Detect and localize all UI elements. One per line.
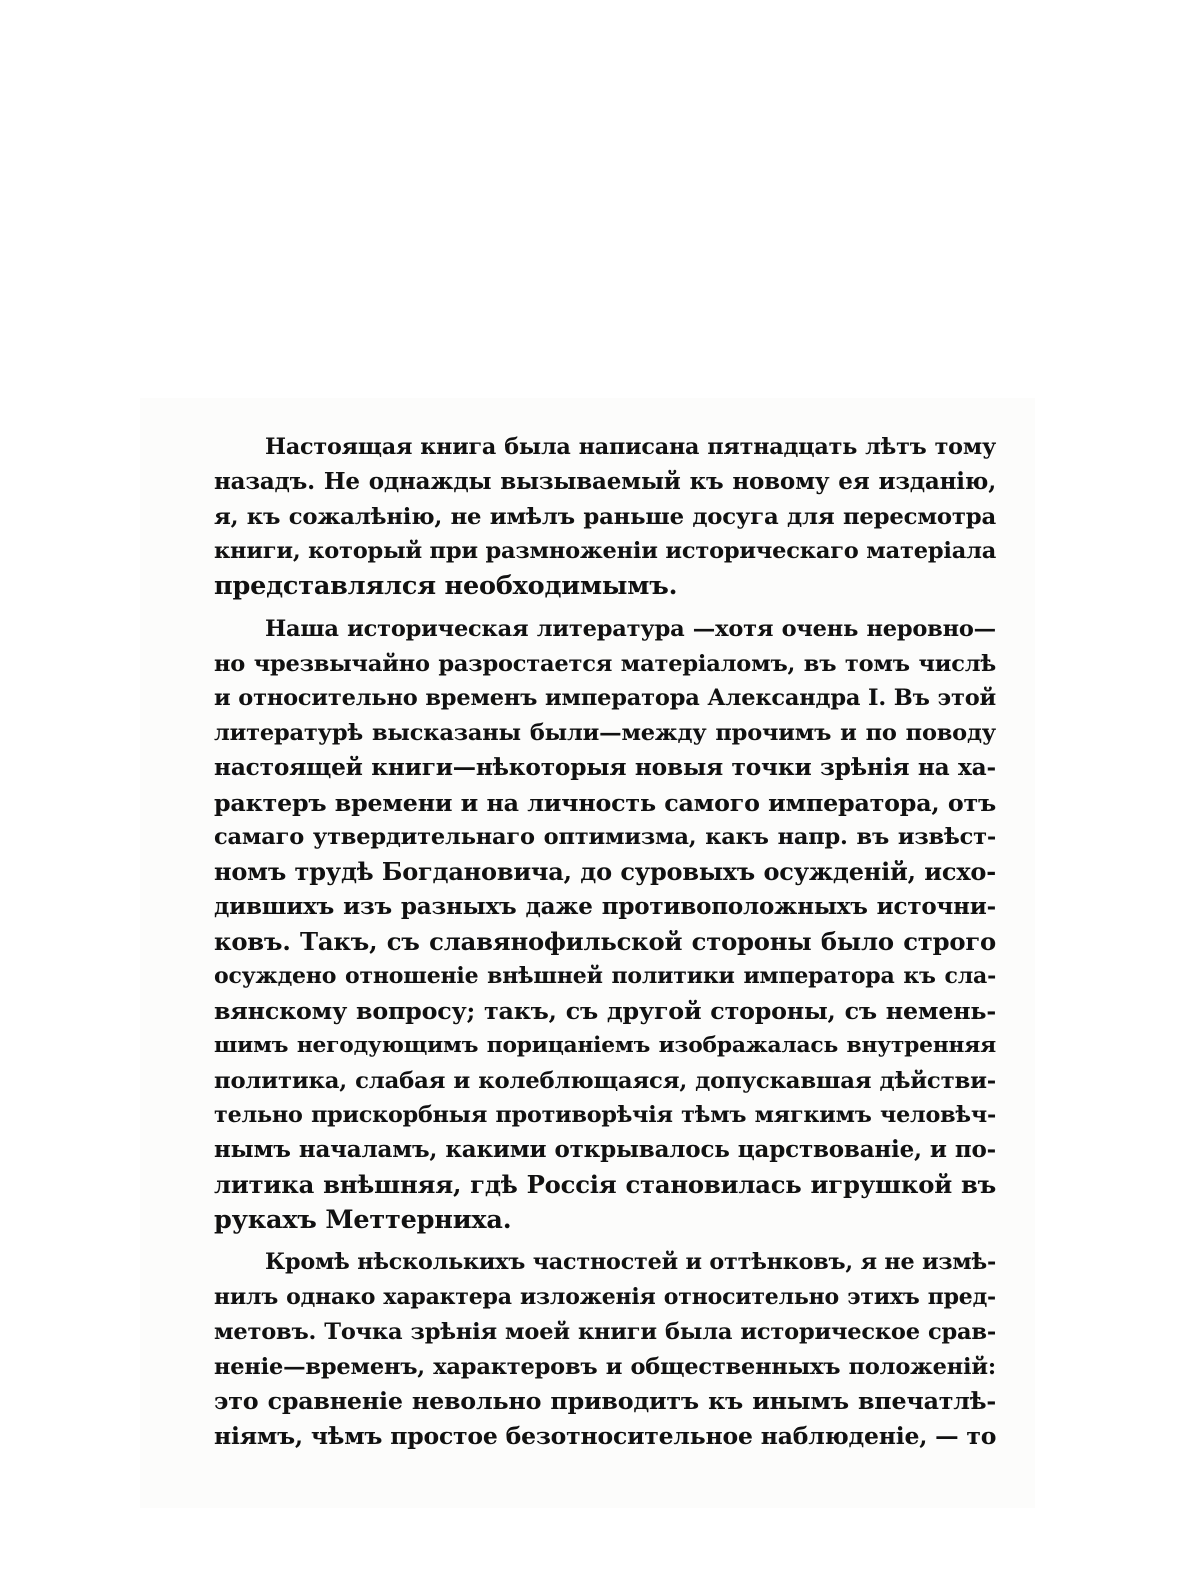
- text-line: вянскому вопросу; такъ, съ другой стороны, съ немень-: [214, 997, 996, 1025]
- text-line: шимъ негодующимъ порицаніемъ изображалась внутренняя: [214, 1032, 996, 1058]
- text-line: нилъ однако характера изложенія относительно этихъ пред-: [214, 1284, 996, 1310]
- text-line: Настоящая книга была написана пятнадцать лѣтъ тому: [265, 434, 996, 460]
- paragraph-2: [214, 612, 996, 1238]
- text-line: но чрезвычайно разростается матеріаломъ, въ томъ числѣ: [214, 650, 996, 677]
- text-line: метовъ. Точка зрѣнія моей книги была историческое срав-: [214, 1318, 996, 1345]
- text-line: назадъ. Не однажды вызываемый къ новому ея изданію,: [214, 467, 996, 495]
- text-line: я, къ сожалѣнію, не имѣлъ раньше досуга для пересмотра: [214, 503, 996, 530]
- text-line: нымъ началамъ, какими открывалось царствованіе, и по-: [214, 1136, 996, 1163]
- text-line: представлялся необходимымъ.: [214, 571, 678, 601]
- text-line: политика, слабая и колеблющаяся, допускавшая дѣйстви-: [214, 1067, 996, 1094]
- text-line: ковъ. Такъ, съ славянофильской стороны было строго: [214, 926, 996, 956]
- text-line: Наша историческая литература —хотя очень неровно—: [265, 615, 996, 642]
- text-line: книги, который при размноженіи историческаго матеріала: [214, 538, 997, 565]
- text-line: рукахъ Меттерниха.: [214, 1204, 512, 1235]
- text-line: осуждено отношеніе внѣшней политики императора къ сла-: [214, 963, 996, 990]
- text-line: литературѣ высказаны были—между прочимъ и по поводу: [214, 720, 996, 746]
- document-body: [214, 430, 996, 1454]
- text-line: номъ трудѣ Богдановича, до суровыхъ осужденій, исхо-: [214, 857, 996, 886]
- paragraph-3: [214, 1245, 996, 1454]
- text-line: ніямъ, чѣмъ простое безотносительное наблюденіе, — то: [214, 1422, 997, 1450]
- text-line: рактеръ времени и на личность самого императора, отъ: [214, 788, 996, 817]
- text-line: литика внѣшняя, гдѣ Россія становилась игрушкой въ: [214, 1169, 996, 1199]
- text-line: тельно прискорбныя противорѣчія тѣмъ мягкимъ человѣч-: [214, 1102, 996, 1129]
- text-line: дившихъ изъ разныхъ даже противоположныхъ источни-: [214, 892, 996, 920]
- text-line: самаго утвердительнаго оптимизма, какъ напр. въ извѣст-: [214, 824, 996, 851]
- text-line: это сравненіе невольно приводитъ къ инымъ впечатлѣ-: [214, 1387, 996, 1416]
- text-line: настоящей книги—нѣкоторыя новыя точки зрѣнія на ха-: [214, 753, 996, 781]
- text-line: и относительно временъ императора Александра I. Въ этой: [214, 685, 996, 712]
- text-line: неніе—временъ, характеровъ и общественныхъ положеній:: [214, 1353, 996, 1380]
- paragraph-1: [214, 430, 996, 604]
- text-line: Кромѣ нѣсколькихъ частностей и оттѣнковъ, я не измѣ-: [265, 1249, 996, 1276]
